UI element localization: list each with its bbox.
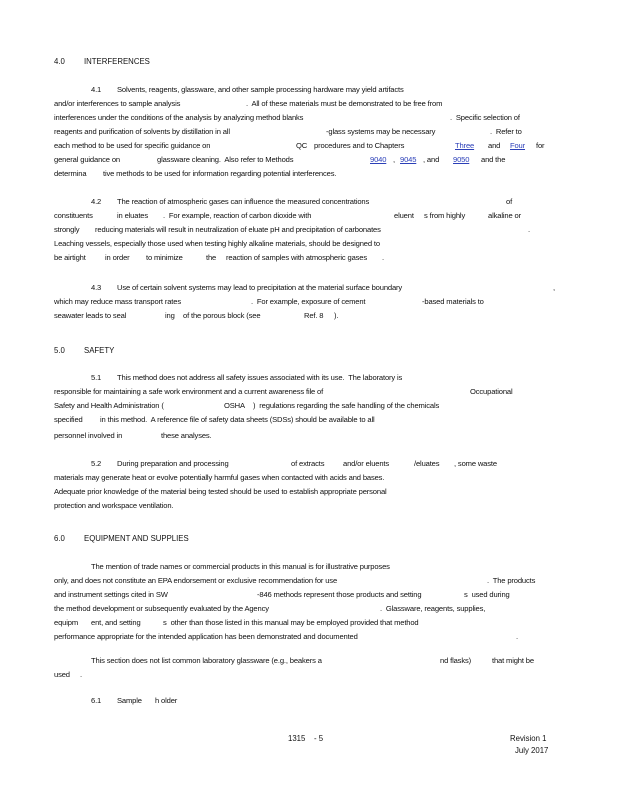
para-6-intro-line: and instrument settings cited in SW <box>54 590 168 599</box>
para-4-2-line: reaction of samples with atmospheric gases <box>226 253 368 262</box>
para-4-1-line: QC <box>296 141 308 150</box>
para-6-intro-line: performance appropriate for the intended application has been demonstrated and documented <box>54 632 358 641</box>
para-6-1-text: h older <box>155 696 178 705</box>
chapter-three-link[interactable]: Three <box>455 141 475 150</box>
para-6-intro-line: . <box>516 632 518 641</box>
para-4-2-line: reducing materials will result in neutralization of eluate pH and precipitation of carbonates <box>95 225 381 234</box>
para-4-3-line: . For example, exposure of cement <box>251 297 366 306</box>
footer-revision: Revision 1 <box>510 734 547 743</box>
para-4-2-line: eluent <box>394 211 414 220</box>
method-9040-link[interactable]: 9040 <box>370 155 387 164</box>
para-6-intro-line: s used during <box>464 590 510 599</box>
para-6-glassware-line: nd flasks) <box>440 656 471 665</box>
para-4-1-line: . Specific selection of <box>450 113 520 122</box>
para-4-3-line: seawater leads to seal <box>54 311 127 320</box>
para-4-2-line: to minimize <box>146 253 183 262</box>
para-6-intro-line: only, and does not constitute an EPA endorsement or exclusive recommendation for use <box>54 576 338 585</box>
para-6-intro-line: . The products <box>487 576 536 585</box>
footer-date: July 2017 <box>515 746 549 755</box>
para-4-2-number: 4.2 <box>91 197 102 206</box>
para-5-1-line: Safety and Health Administration ( <box>54 401 164 410</box>
para-5-1-line: these analyses. <box>161 431 212 440</box>
para-4-3-line: of the porous block (see <box>183 311 261 320</box>
para-4-2-line: . For example, reaction of carbon dioxide with <box>163 211 312 220</box>
para-5-2-line: of extracts <box>291 459 325 468</box>
para-4-1-line: for <box>536 141 545 150</box>
para-5-1-line: responsible for maintaining a safe work environment and a current awareness file of <box>54 387 324 396</box>
para-4-2-line: the <box>206 253 217 262</box>
para-6-intro-line: s other than those listed in this manual may be employed provided that method <box>163 618 419 627</box>
para-5-2-line: materials may generate heat or evolve potentially harmful gases when contacted with acids and bases. <box>54 473 385 482</box>
section-5-number: 5.0 <box>54 346 65 355</box>
para-4-2-line: of <box>506 197 513 206</box>
para-4-2-line: . <box>528 225 530 234</box>
para-5-1-line: specified <box>54 415 83 424</box>
para-4-2-line: The reaction of atmospheric gases can influence the measured concentrations <box>117 197 370 206</box>
para-4-1-line: Solvents, reagents, glassware, and other sample processing hardware may yield artifacts <box>117 85 404 94</box>
para-4-3-line: ). <box>334 311 339 320</box>
footer-page-number: - 5 <box>314 734 324 743</box>
para-4-2-line: s from highly <box>424 211 466 220</box>
para-4-1-line: and the <box>481 155 506 164</box>
para-4-1-line: each method to be used for specific guidance on <box>54 141 211 150</box>
para-6-intro-line: equipm <box>54 618 79 627</box>
para-6-glassware-line: This section does not list common laboratory glassware (e.g., beakers a <box>91 656 322 665</box>
para-4-3-line: Use of certain solvent systems may lead to precipitation at the material surface boundary <box>117 283 403 292</box>
footer-page-number: 1315 <box>288 734 306 743</box>
para-4-1-line: , <box>393 155 395 164</box>
para-6-intro-line: . Glassware, reagents, supplies, <box>380 604 486 613</box>
para-6-1-number: 6.1 <box>91 696 102 705</box>
para-4-3-line: , <box>553 283 555 292</box>
section-6-title: EQUIPMENT AND SUPPLIES <box>84 534 189 543</box>
para-6-intro-line: -846 methods represent those products and setting <box>257 590 422 599</box>
para-6-intro-line: ent, and setting <box>91 618 141 627</box>
para-6-glassware-line: that might be <box>492 656 534 665</box>
para-4-1-line: reagents and purification of solvents by distillation in all <box>54 127 230 136</box>
para-5-2-line: /eluates <box>414 459 440 468</box>
para-4-2-line: be airtight <box>54 253 86 262</box>
para-4-1-line: procedures and to Chapters <box>314 141 405 150</box>
section-6-number: 6.0 <box>54 534 65 543</box>
para-5-2-line: protection and workspace ventilation. <box>54 501 174 510</box>
para-4-1-number: 4.1 <box>91 85 102 94</box>
para-4-2-line: in order <box>105 253 130 262</box>
para-4-3-line: Ref. 8 <box>304 311 324 320</box>
para-5-1-line: Occupational <box>470 387 513 396</box>
para-4-1-line: . All of these materials must be demonstrated to be free from <box>246 99 443 108</box>
para-4-1-line: determina <box>54 169 87 178</box>
para-4-3-line: which may reduce mass transport rates <box>54 297 181 306</box>
method-9050-link[interactable]: 9050 <box>453 155 470 164</box>
para-5-2-line: Adequate prior knowledge of the material being tested should be used to establish appropriate personal <box>54 487 387 496</box>
para-6-glassware-line: used <box>54 670 70 679</box>
para-6-glassware-line: . <box>80 670 82 679</box>
para-5-1-line: personnel involved in <box>54 431 123 440</box>
para-5-1-number: 5.1 <box>91 373 102 382</box>
para-4-3-line: ing <box>165 311 175 320</box>
para-4-1-line: interferences under the conditions of the analysis by analyzing method blanks <box>54 113 304 122</box>
para-4-1-line: . Refer to <box>490 127 522 136</box>
para-6-intro-line: The mention of trade names or commercial products in this manual is for illustrative purposes <box>91 562 390 571</box>
para-4-1-line: -glass systems may be necessary <box>326 127 436 136</box>
para-4-3-line: -based materials to <box>422 297 484 306</box>
para-4-3-number: 4.3 <box>91 283 102 292</box>
para-5-1-line: in this method. A reference file of safety data sheets (SDSs) should be available to all <box>100 415 375 424</box>
section-4-number: 4.0 <box>54 57 65 66</box>
para-4-1-line: , and <box>423 155 440 164</box>
para-5-2-line: During preparation and processing <box>117 459 229 468</box>
para-4-2-line: alkaline or <box>488 211 521 220</box>
chapter-four-link[interactable]: Four <box>510 141 526 150</box>
para-4-1-line: and/or interferences to sample analysis <box>54 99 181 108</box>
para-4-1-line: tive methods to be used for information regarding potential interferences. <box>103 169 337 178</box>
para-6-intro-line: the method development or subsequently evaluated by the Agency <box>54 604 269 613</box>
para-5-2-line: and/or eluents <box>343 459 390 468</box>
para-4-2-line: strongly <box>54 225 80 234</box>
para-4-2-line: in eluates <box>117 211 149 220</box>
para-5-1-line: This method does not address all safety issues associated with its use. The laboratory is <box>117 373 403 382</box>
para-4-2-line: Leaching vessels, especially those used when testing highly alkaline materials, should be designed to <box>54 239 380 248</box>
para-6-1-text: Sample <box>117 696 142 705</box>
para-4-2-line: . <box>382 253 384 262</box>
para-5-2-number: 5.2 <box>91 459 102 468</box>
section-4-title: INTERFERENCES <box>84 57 150 66</box>
para-5-1-line: OSHA <box>224 401 245 410</box>
para-4-2-line: constituents <box>54 211 93 220</box>
para-5-1-line: ) regulations regarding the safe handling of the chemicals <box>253 401 440 410</box>
method-9045-link[interactable]: 9045 <box>400 155 417 164</box>
para-4-1-line: and <box>488 141 501 150</box>
para-5-2-line: , some waste <box>454 459 497 468</box>
para-4-1-line: general guidance on <box>54 155 120 164</box>
section-5-title: SAFETY <box>84 346 115 355</box>
para-4-1-line: glassware cleaning. Also refer to Methods <box>157 155 294 164</box>
